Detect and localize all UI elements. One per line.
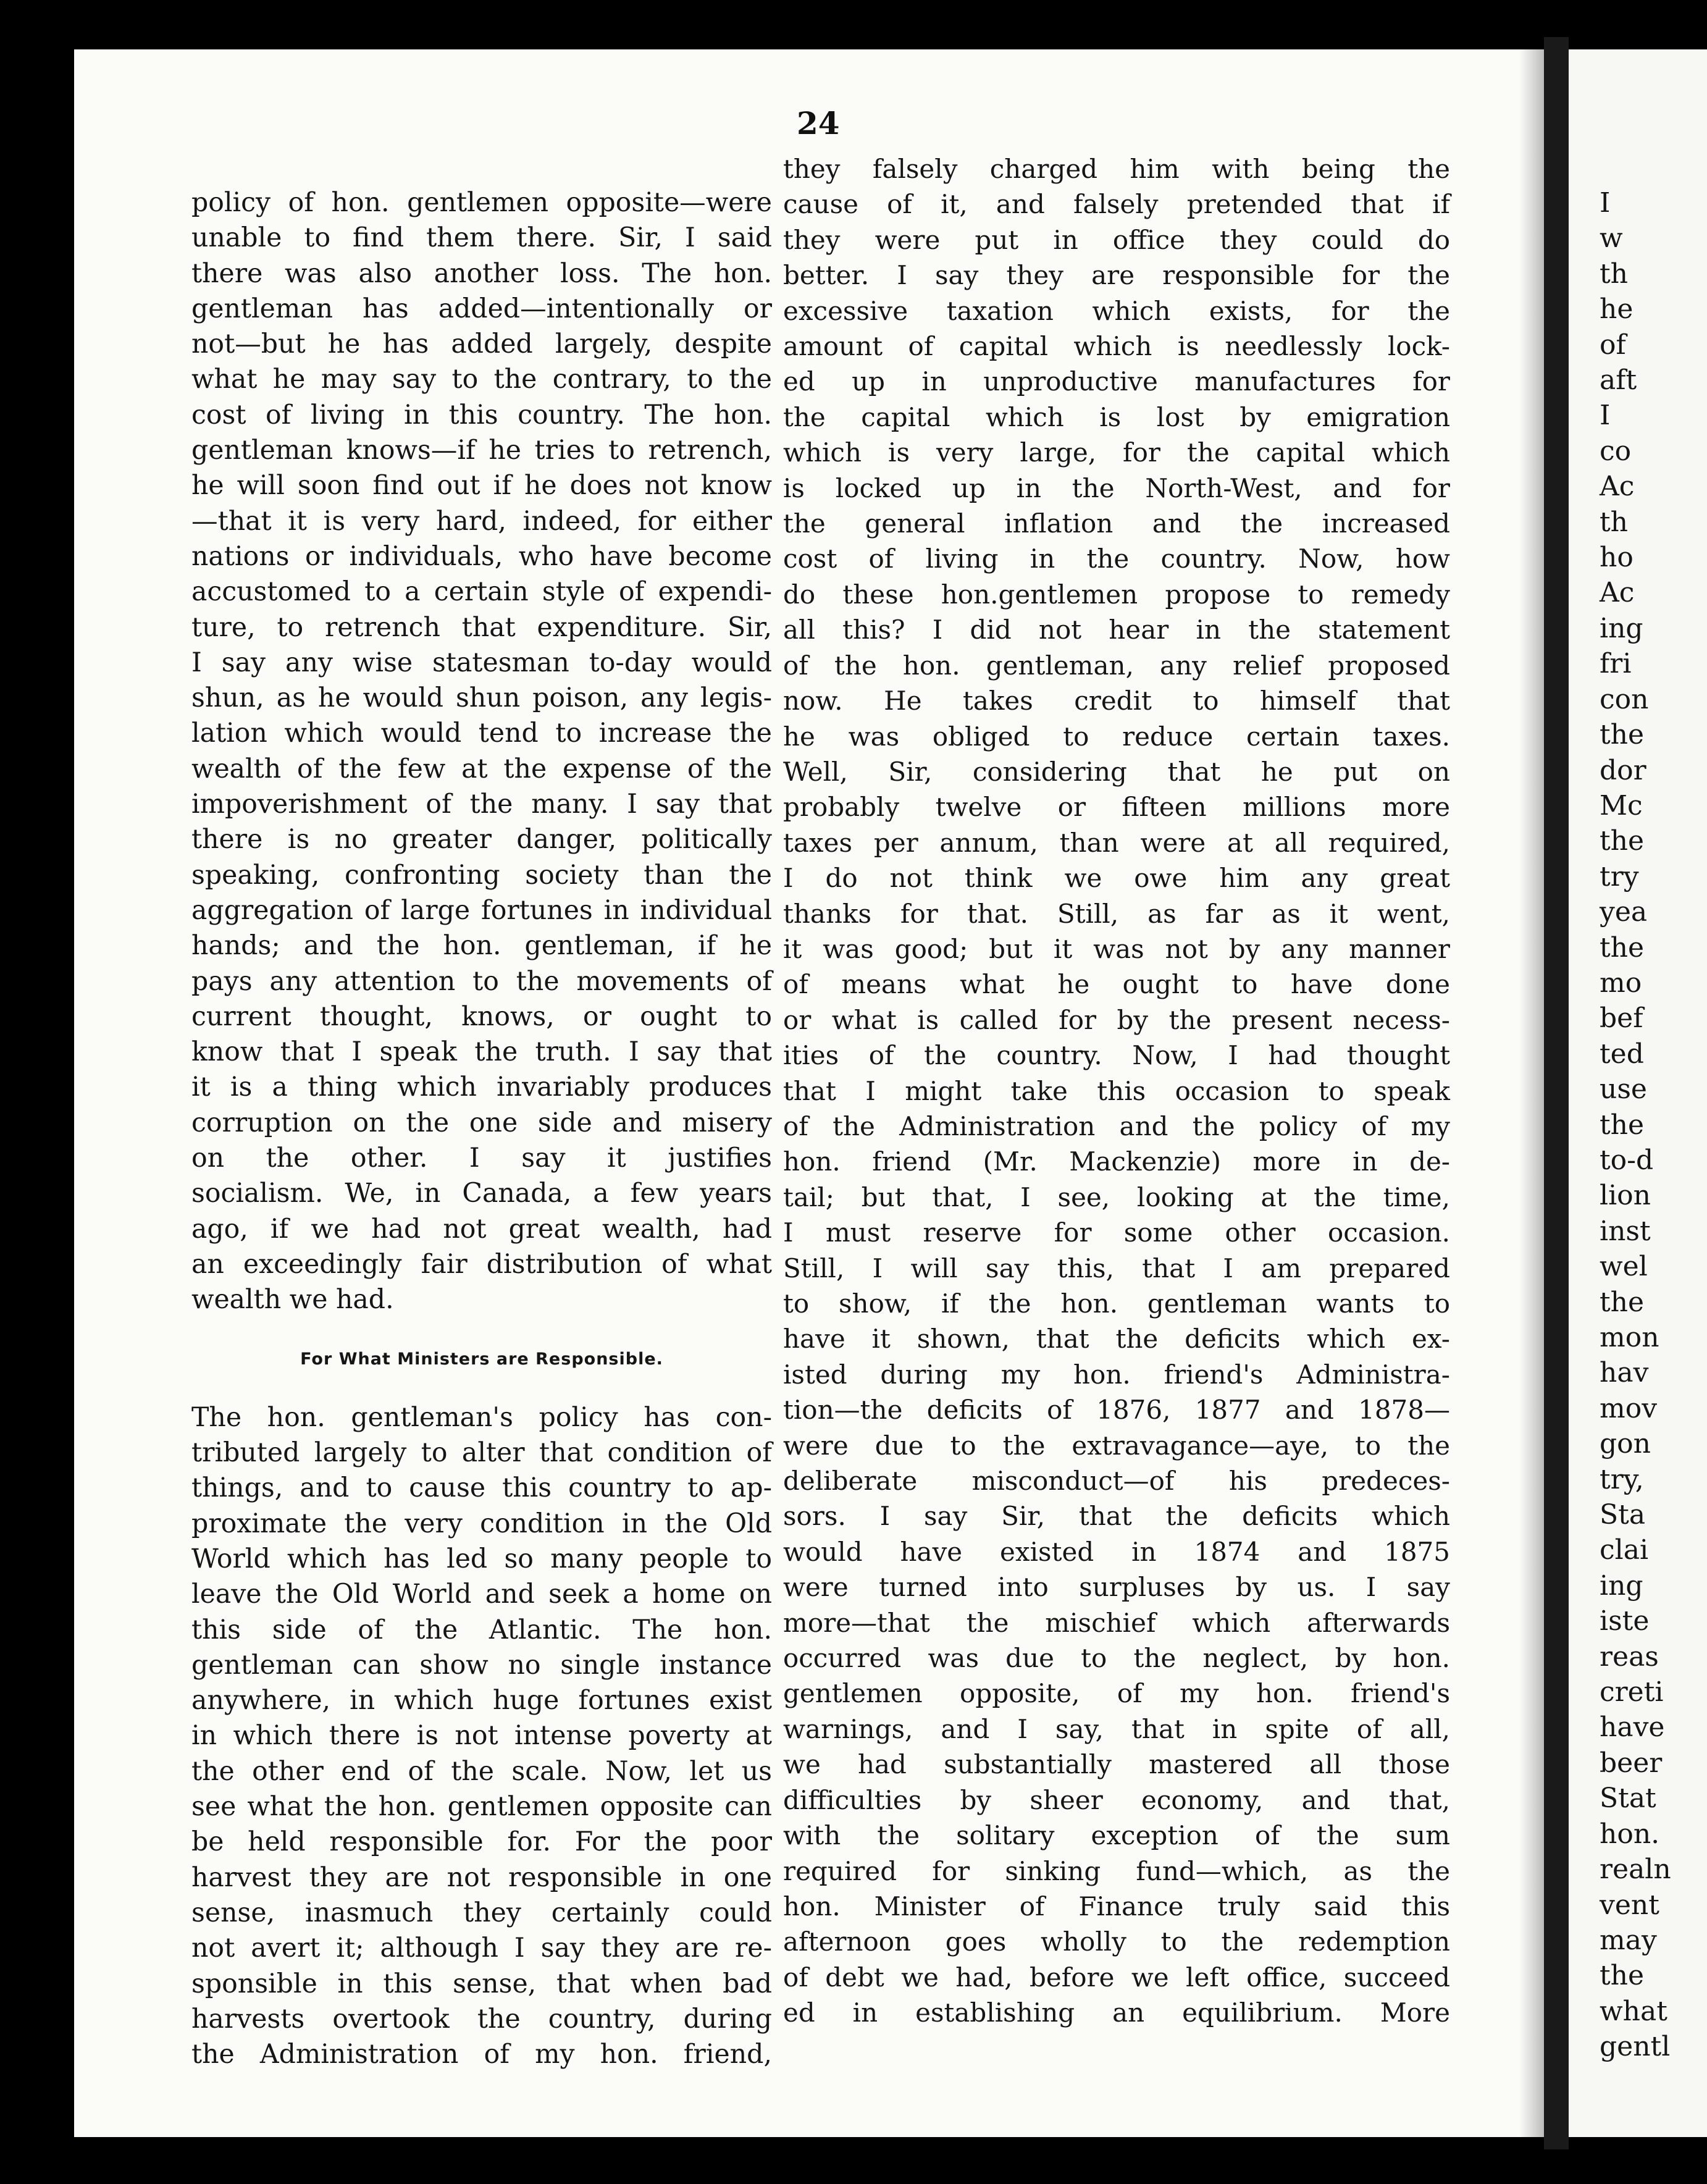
text-line: an exceedingly fair distribution of what — [191, 1248, 772, 1280]
facing-page-fragment: gon — [1600, 1428, 1651, 1460]
text-line: or what is called for by the present necess- — [783, 1004, 1450, 1035]
text-line: harvest they are not responsible in one — [191, 1862, 772, 1893]
text-line: current thought, knows, or ought to — [191, 1001, 772, 1032]
text-line: hands; and the hon. gentleman, if he — [191, 930, 772, 962]
text-line: tion—the deficits of 1876, 1877 and 1878— — [783, 1395, 1450, 1426]
text-line: sors. I say Sir, that the deficits which — [783, 1501, 1450, 1532]
facing-page-fragment: reas — [1600, 1640, 1659, 1673]
facing-page-fragment: I — [1600, 400, 1611, 432]
text-line: not avert it; although I say they are re- — [191, 1933, 772, 1964]
text-line: to show, if the hon. gentleman wants to — [783, 1288, 1450, 1319]
text-line: the capital which is lost by emigration — [783, 401, 1450, 432]
facing-page-fragment: the — [1600, 1286, 1645, 1318]
text-line: afternoon goes wholly to the redemption — [783, 1926, 1450, 1957]
facing-page-fragment: try — [1600, 860, 1639, 892]
text-line: leave the Old World and seek a home on — [191, 1579, 772, 1610]
text-line: they were put in office they could do — [783, 224, 1450, 255]
text-line: it was good; but it was not by any manner — [783, 933, 1450, 964]
facing-page-fragment: Mc — [1600, 789, 1643, 821]
facing-page-fragment: the — [1600, 719, 1645, 751]
text-line: hon. friend (Mr. Mackenzie) more in de- — [783, 1146, 1450, 1177]
facing-page-fragment: use — [1600, 1073, 1647, 1106]
text-line: deliberate misconduct—of his predeces- — [783, 1466, 1450, 1497]
text-line: would have existed in 1874 and 1875 — [783, 1536, 1450, 1567]
text-line: I must reserve for some other occasion. — [783, 1217, 1450, 1248]
facing-page-fragment: iste — [1600, 1605, 1650, 1637]
binding-shadow — [1519, 49, 1544, 2137]
facing-page-fragment: to-d — [1600, 1144, 1654, 1176]
text-line: of debt we had, before we left office, succeed — [783, 1962, 1450, 1993]
section-heading: For What Ministers are Responsible. — [300, 1349, 663, 1369]
text-line: have it shown, that the deficits which ex- — [783, 1324, 1450, 1354]
facing-page-fragment: ing — [1600, 1569, 1643, 1602]
text-line: with the solitary exception of the sum — [783, 1820, 1450, 1851]
facing-page-column — [1600, 185, 1671, 2065]
text-line: Still, I will say this, that I am prepared — [783, 1253, 1450, 1283]
text-line: nations or individuals, who have become — [191, 540, 772, 572]
facing-page-fragment: the — [1600, 1960, 1645, 1992]
text-line: things, and to cause this country to ap- — [191, 1472, 772, 1504]
text-line: know that I speak the truth. I say that — [191, 1036, 772, 1068]
text-line: shun, as he would shun poison, any legis- — [191, 682, 772, 714]
facing-page-fragment: gentl — [1600, 2031, 1671, 2063]
facing-page-fragment: realn — [1600, 1854, 1671, 1886]
text-line: sense, inasmuch they certainly could — [191, 1897, 772, 1928]
facing-page-fragment: con — [1600, 683, 1649, 715]
facing-page-fragment: fri — [1600, 648, 1632, 680]
facing-page-fragment: creti — [1600, 1676, 1664, 1708]
facing-page-fragment: mon — [1600, 1322, 1659, 1353]
page-gutter — [1544, 37, 1569, 2149]
text-line: of the Administration and the policy of my — [783, 1111, 1450, 1141]
text-line: the Administration of my hon. friend, — [191, 2039, 772, 2070]
facing-page-fragment: have — [1600, 1712, 1665, 1744]
text-line: gentleman can show no single instance — [191, 1649, 772, 1681]
text-line: cost of living in the country. Now, how — [783, 544, 1450, 574]
facing-page-fragment: beer — [1600, 1747, 1663, 1779]
facing-page-fragment: mov — [1600, 1392, 1658, 1424]
text-line: is locked up in the North-West, and for — [783, 472, 1450, 503]
text-line: thanks for that. Still, as far as it went, — [783, 898, 1450, 929]
text-line: wealth of the few at the expense of the — [191, 753, 772, 784]
facing-page-fragment: the — [1600, 1109, 1645, 1141]
text-line: what he may say to the contrary, to the — [191, 364, 772, 395]
text-line: ed up in unproductive manufactures for — [783, 366, 1450, 397]
text-line: see what the hon. gentlemen opposite can — [191, 1791, 772, 1823]
text-line: now. He takes credit to himself that — [783, 686, 1450, 716]
text-line: wealth we had. — [191, 1284, 394, 1316]
facing-page-fragment: clai — [1600, 1534, 1649, 1566]
text-line: in which there is not intense poverty at — [191, 1720, 772, 1752]
right-column — [783, 151, 1450, 2031]
facing-page-fragment: dor — [1600, 754, 1646, 786]
facing-page-fragment: aft — [1600, 364, 1637, 397]
text-line: he was obliged to reduce certain taxes. — [783, 721, 1450, 752]
text-line: it is a thing which invariably produces — [191, 1072, 772, 1103]
facing-page-fragment: hon. — [1600, 1818, 1660, 1850]
text-line: difficulties by sheer economy, and that, — [783, 1784, 1450, 1815]
facing-page-fragment: wel — [1600, 1251, 1648, 1283]
text-line: they falsely charged him with being the — [783, 154, 1450, 184]
text-line: the general inflation and the increased — [783, 508, 1450, 539]
text-line: impoverishment of the many. I say that — [191, 789, 772, 820]
facing-page-fragment: of — [1600, 329, 1626, 361]
text-line: sponsible in this sense, that when bad — [191, 1968, 772, 1999]
text-line: tributed largely to alter that condition of — [191, 1437, 772, 1469]
text-line: hon. Minister of Finance truly said this — [783, 1891, 1450, 1922]
text-line: required for sinking fund—which, as the — [783, 1855, 1450, 1886]
text-line: excessive taxation which exists, for the — [783, 295, 1450, 326]
page-number: 24 — [797, 105, 840, 141]
text-line: tail; but that, I see, looking at the time, — [783, 1182, 1450, 1212]
text-line: isted during my hon. friend's Administra- — [783, 1359, 1450, 1390]
text-line: were due to the extravagance—aye, to the — [783, 1430, 1450, 1461]
text-line: Well, Sir, considering that he put on — [783, 756, 1450, 787]
text-line: policy of hon. gentlemen opposite—were — [191, 187, 772, 218]
facing-page-fragment: I — [1600, 187, 1611, 219]
facing-page-fragment: th — [1600, 506, 1629, 538]
text-line: amount of capital which is needlessly lock- — [783, 331, 1450, 362]
text-line: speaking, confronting society than the — [191, 859, 772, 891]
text-line: gentleman knows—if he tries to retrench, — [191, 435, 772, 466]
text-line: taxes per annum, than were at all required, — [783, 827, 1450, 858]
text-line: cost of living in this country. The hon. — [191, 399, 772, 430]
text-line: this side of the Atlantic. The hon. — [191, 1614, 772, 1645]
left-column — [191, 185, 772, 2072]
text-line: ities of the country. Now, I had thought — [783, 1040, 1450, 1071]
text-line: lation which would tend to increase the — [191, 718, 772, 749]
facing-page-fragment: Ac — [1600, 577, 1635, 609]
text-line: unable to find them there. Sir, I said — [191, 222, 772, 254]
facing-page-fragment: co — [1600, 435, 1632, 467]
text-line: on the other. I say it justifies — [191, 1143, 772, 1174]
facing-page-fragment: he — [1600, 293, 1634, 326]
text-line: socialism. We, in Canada, a few years — [191, 1178, 772, 1209]
facing-page-fragment: ted — [1600, 1038, 1644, 1070]
text-line: which is very large, for the capital which — [783, 437, 1450, 468]
text-line: World which has led so many people to — [191, 1543, 772, 1574]
text-line: —that it is very hard, indeed, for either — [191, 505, 772, 537]
text-line: the other end of the scale. Now, let us — [191, 1755, 772, 1787]
text-line: I do not think we owe him any great — [783, 863, 1450, 894]
text-line: accustomed to a certain style of expendi- — [191, 576, 772, 608]
facing-page-fragment: the — [1600, 825, 1645, 857]
facing-page-fragment: yea — [1600, 896, 1648, 928]
facing-page-fragment: try, — [1600, 1463, 1644, 1495]
text-line: not—but he has added largely, despite — [191, 329, 772, 360]
facing-page-fragment: lion — [1600, 1180, 1651, 1212]
text-line: better. I say they are responsible for the — [783, 260, 1450, 291]
facing-page-fragment: inst — [1600, 1215, 1651, 1247]
text-line: ed in establishing an equilibrium. More — [783, 1997, 1450, 2028]
text-line: warnings, and I say, that in spite of all, — [783, 1713, 1450, 1744]
facing-page-fragment: ho — [1600, 542, 1634, 574]
text-line: he will soon find out if he does not know — [191, 470, 772, 502]
facing-page-fragment: Ac — [1600, 471, 1635, 503]
facing-page-fragment: the — [1600, 931, 1645, 964]
text-line: corruption on the one side and misery — [191, 1107, 772, 1138]
text-line: of means what he ought to have done — [783, 969, 1450, 1000]
facing-page-fragment: hav — [1600, 1357, 1649, 1389]
text-line: proximate the very condition in the Old — [191, 1508, 772, 1539]
text-line: The hon. gentleman's policy has con- — [191, 1401, 772, 1433]
text-line: gentleman has added—intentionally or — [191, 293, 772, 324]
text-line: of the hon. gentleman, any relief proposed — [783, 650, 1450, 681]
facing-page-fragment: ing — [1600, 612, 1643, 644]
facing-page-fragment: bef — [1600, 1002, 1643, 1035]
text-line: occurred was due to the neglect, by hon. — [783, 1643, 1450, 1674]
text-line: I say any wise statesman to-day would — [191, 647, 772, 678]
facing-page-fragment: mo — [1600, 967, 1642, 999]
text-line: gentlemen opposite, of my hon. friend's — [783, 1678, 1450, 1709]
text-line: do these hon.gentlemen propose to remedy — [783, 579, 1450, 610]
text-line: ture, to retrench that expenditure. Sir, — [191, 611, 772, 643]
text-line: that I might take this occasion to speak — [783, 1075, 1450, 1106]
text-line: we had substantially mastered all those — [783, 1749, 1450, 1780]
text-line: more—that the mischief which afterwards — [783, 1607, 1450, 1638]
facing-page-fragment: Stat — [1600, 1783, 1656, 1815]
text-line: be held responsible for. For the poor — [191, 1826, 772, 1858]
text-line: probably twelve or fifteen millions more — [783, 792, 1450, 823]
text-line: anywhere, in which huge fortunes exist — [191, 1685, 772, 1716]
facing-page-fragment: w — [1600, 222, 1623, 254]
text-line: ago, if we had not great wealth, had — [191, 1213, 772, 1245]
facing-page-fragment: Sta — [1600, 1499, 1646, 1531]
text-line: aggregation of large fortunes in individual — [191, 894, 772, 926]
text-line: all this? I did not hear in the statement — [783, 615, 1450, 645]
text-line: were turned into surpluses by us. I say — [783, 1572, 1450, 1603]
facing-page-fragment: vent — [1600, 1889, 1659, 1921]
facing-page-fragment: what — [1600, 1995, 1667, 2027]
text-line: pays any attention to the movements of — [191, 965, 772, 997]
text-line: there is no greater danger, politically — [191, 824, 772, 855]
text-line: there was also another loss. The hon. — [191, 258, 772, 289]
facing-page-fragment: may — [1600, 1924, 1657, 1956]
text-line: cause of it, and falsely pretended that if — [783, 189, 1450, 220]
text-line: harvests overtook the country, during — [191, 2003, 772, 2035]
facing-page-fragment: th — [1600, 258, 1629, 290]
